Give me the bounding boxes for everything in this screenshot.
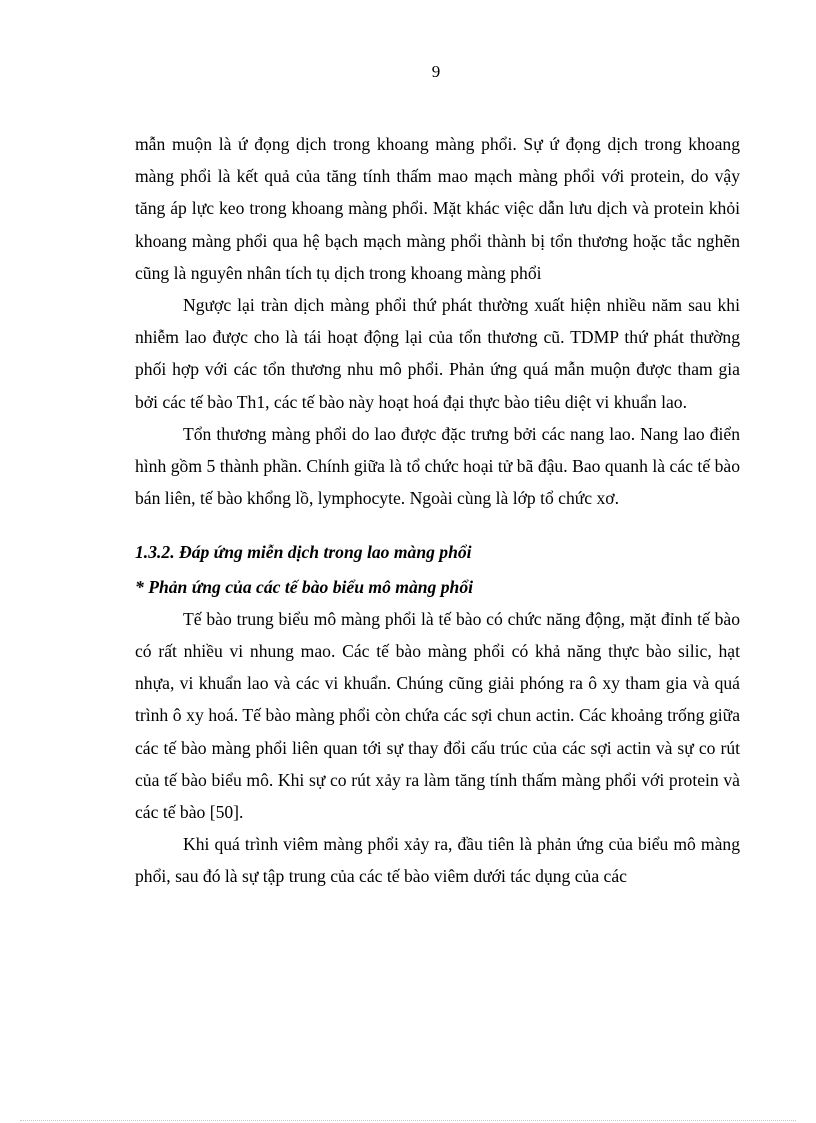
paragraph-continuation: mẫn muộn là ứ đọng dịch trong khoang màng phổi. Sự ứ đọng dịch trong khoang màng phổi là kết quả của tăng tính thấm mao mạch màng phổi với protein, do vậy tăng áp lực keo trong khoang màng phổi. Mặt khác việc dẫn lưu dịch và protein khỏi khoang màng phổi qua hệ bạch mạch màng phổi thành bị tổn thương hoặc tắc nghẽn cũng là nguyên nhân tích tụ dịch trong khoang màng phổi	[135, 134, 740, 283]
page-bottom-divider	[20, 1120, 796, 1121]
paragraph-tubercle-lesion: Tổn thương màng phổi do lao được đặc trưng bởi các nang lao. Nang lao điển hình gồm 5 thành phần. Chính giữa là tổ chức hoại tử bã đậu. Bao quanh là các tế bào bán liên, tế bào khổng lồ, lymphocyte. Ngoài cùng là lớp tổ chức xơ.	[135, 423, 740, 509]
document-body	[135, 128, 740, 893]
paragraph-secondary-effusion: Ngược lại tràn dịch màng phổi thứ phát thường xuất hiện nhiều năm sau khi nhiễm lao được cho là tái hoạt động lại của tổn thương cũ. TDMP thứ phát thường phối hợp với các tổn thương nhu mô phổi. Phản ứng quá mẫn muộn được tham gia bởi các tế bào Th1, các tế bào này hoạt hoá đại thực bào tiêu diệt vi khuẩn lao.	[135, 295, 740, 412]
subsection-heading: * Phản ứng của các tế bào biểu mô màng phổi	[135, 576, 474, 597]
section-heading: 1.3.2. Đáp ứng miễn dịch trong lao màng phổi	[135, 542, 472, 563]
paragraph-inflammation: Khi quá trình viêm màng phổi xảy ra, đầu tiên là phản ứng của biểu mô màng phổi, sau đó là sự tập trung của các tế bào viêm dưới tác dụng của các	[135, 834, 740, 887]
page-number: 9	[431, 62, 441, 81]
paragraph-mesothelial-cells: Tế bào trung biểu mô màng phổi là tế bào có chức năng động, mặt đỉnh tế bào có rất nhiều vi nhung mao. Các tế bào màng phổi có khả năng thực bào silic, hạt nhựa, vi khuẩn lao và các vi khuẩn. Chúng cũng giải phóng ra ô xy tham gia và quá trình ô xy hoá. Tế bào màng phổi còn chứa các sợi chun actin. Các khoảng trống giữa các tế bào màng phổi liên quan tới sự thay đổi cấu trúc của các sợi actin và sự co rút của tế bào biểu mô. Khi sự co rút xảy ra làm tăng tính thấm màng phổi với protein và các tế bào [50].	[135, 608, 740, 823]
